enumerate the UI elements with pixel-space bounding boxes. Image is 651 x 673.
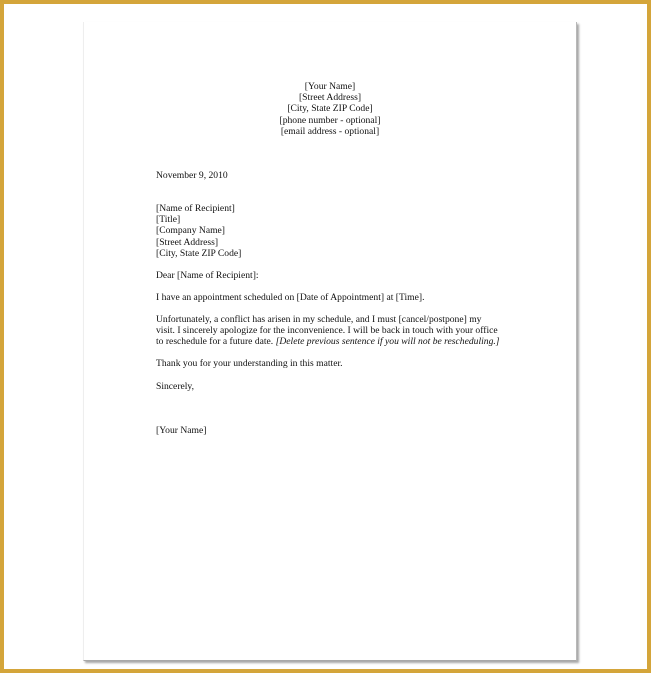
closing: Sincerely, (156, 381, 195, 392)
sender-name: [Your Name] (304, 81, 356, 92)
signature-name: [Your Name] (156, 425, 207, 436)
salutation: Dear [Name of Recipient]: (156, 270, 259, 281)
document-page (83, 22, 577, 661)
body-paragraph-2 (156, 314, 516, 348)
recipient-city-state-zip: [City, State ZIP Code] (156, 247, 242, 259)
sender-street: [Street Address] (298, 92, 362, 104)
body-paragraph-2-line-1: Unfortunately, a conflict has arisen in my schedule, and I must [cancel/postpone] my (156, 314, 482, 325)
body-paragraph-2-line-2: visit. I sincerely apologize for the inconvenience. I will be back in touch with your office (156, 325, 498, 337)
body-paragraph-1: I have an appointment scheduled on [Date of Appointment] at [Time]. (156, 292, 425, 303)
recipient-address-block (156, 203, 241, 259)
instruction-note: [Delete previous sentence if you will not be rescheduling.] (275, 336, 500, 348)
recipient-name: [Name of Recipient] (156, 203, 235, 214)
body-paragraph-3: Thank you for your understanding in this matter. (156, 358, 343, 369)
recipient-title: [Title] (156, 214, 181, 226)
sender-phone: [phone number - optional] (279, 114, 381, 126)
sender-email: [email address - optional] (280, 125, 380, 137)
recipient-company: [Company Name] (156, 225, 226, 237)
sender-address-block (84, 81, 576, 137)
body-paragraph-2-line-3-text: to reschedule for a future date. (156, 336, 276, 348)
recipient-street: [Street Address] (156, 236, 219, 248)
body-paragraph-2-line-3 (156, 336, 516, 347)
letter-date: November 9, 2010 (156, 170, 228, 181)
sender-city-state-zip: [City, State ZIP Code] (287, 103, 373, 115)
